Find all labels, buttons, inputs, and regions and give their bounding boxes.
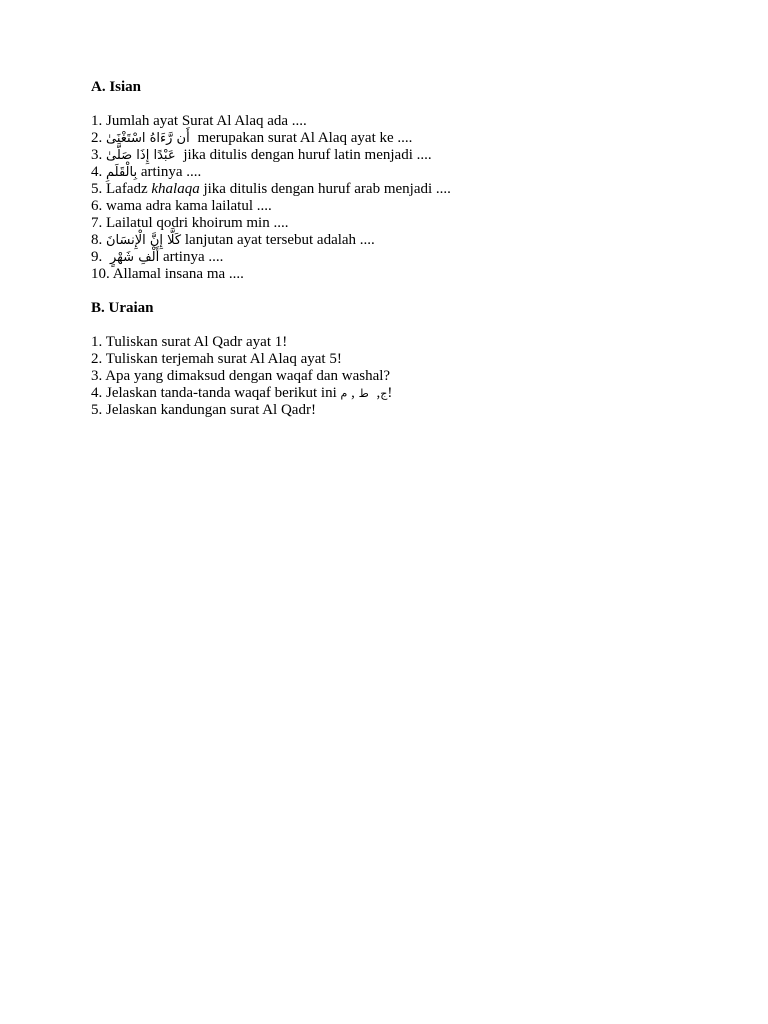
question-text: Allamal insana ma .... bbox=[112, 266, 244, 282]
question-text: lanjutan ayat tersebut adalah .... bbox=[184, 232, 375, 248]
question-item bbox=[91, 368, 392, 385]
question-item bbox=[91, 113, 451, 130]
arabic-text: أَلْفِ شَهْرٍ bbox=[110, 250, 160, 265]
arabic-text: أَن رَّءَاهُ اسْتَغْنَىٰ bbox=[106, 131, 190, 146]
section-title: A. Isian bbox=[91, 79, 142, 95]
arabic-text: كَلَّا إِنَّ الْإِنسَانَ bbox=[106, 233, 182, 248]
question-text: Tuliskan terjemah surat Al Alaq ayat 5! bbox=[105, 351, 342, 367]
question-text: jika ditulis dengan huruf arab menjadi .... bbox=[203, 181, 451, 197]
waqaf-mark-jim: ج bbox=[380, 387, 388, 400]
question-end: ! bbox=[387, 385, 393, 401]
question-text: Jumlah ayat Surat Al Alaq ada .... bbox=[106, 113, 307, 129]
question-item bbox=[91, 351, 392, 368]
section-isian bbox=[91, 79, 451, 283]
question-number: 10. bbox=[91, 266, 110, 282]
section-title: B. Uraian bbox=[91, 300, 154, 316]
question-number: 5. bbox=[91, 402, 103, 418]
question-number: 4. bbox=[91, 164, 103, 180]
question-text: merupakan surat Al Alaq ayat ke .... bbox=[197, 130, 413, 146]
question-text: Apa yang dimaksud dengan waqaf dan washal? bbox=[105, 368, 391, 384]
question-number: 2. bbox=[91, 130, 103, 146]
question-number: 8. bbox=[91, 232, 103, 248]
separator: , bbox=[351, 385, 355, 401]
question-item bbox=[91, 198, 451, 215]
question-text: Tuliskan surat Al Qadr ayat 1! bbox=[105, 334, 288, 350]
question-item bbox=[91, 334, 392, 351]
question-number: 3. bbox=[91, 147, 103, 163]
question-item bbox=[91, 147, 451, 164]
question-item bbox=[91, 130, 451, 147]
question-number: 1. bbox=[91, 334, 103, 350]
question-text: Jelaskan tanda-tanda waqaf berikut ini bbox=[106, 385, 337, 401]
question-text-lead: Lafadz bbox=[106, 181, 148, 197]
question-text: jika ditulis dengan huruf latin menjadi .... bbox=[183, 147, 432, 163]
question-text: Jelaskan kandungan surat Al Qadr! bbox=[106, 402, 316, 418]
question-item bbox=[91, 164, 451, 181]
question-number: 1. bbox=[91, 113, 103, 129]
question-number: 5. bbox=[91, 181, 103, 197]
question-text: Lailatul qodri khoirum min .... bbox=[106, 215, 289, 231]
question-item bbox=[91, 181, 451, 198]
question-list bbox=[91, 334, 392, 419]
question-number: 4. bbox=[91, 385, 103, 401]
question-item bbox=[91, 215, 451, 232]
question-number: 2. bbox=[91, 351, 103, 367]
question-number: 6. bbox=[91, 198, 103, 214]
question-number: 3. bbox=[91, 368, 103, 384]
waqaf-mark-tha: ط bbox=[358, 387, 369, 400]
question-item bbox=[91, 232, 451, 249]
question-number: 7. bbox=[91, 215, 103, 231]
question-item bbox=[91, 249, 451, 266]
question-number: 9. bbox=[91, 249, 103, 265]
arabic-text: بِالْقَلَمِ bbox=[106, 165, 138, 180]
question-item bbox=[91, 402, 392, 419]
question-text: artinya .... bbox=[162, 249, 224, 265]
question-list bbox=[91, 113, 451, 283]
waqaf-mark-mim: م bbox=[340, 387, 348, 400]
question-text: wama adra kama lailatul .... bbox=[106, 198, 272, 214]
section-uraian bbox=[91, 300, 392, 419]
italic-term: khalaqa bbox=[151, 181, 200, 197]
question-text: artinya .... bbox=[140, 164, 202, 180]
question-item bbox=[91, 385, 392, 402]
question-item bbox=[91, 266, 451, 283]
separator: , bbox=[376, 385, 381, 401]
arabic-text: عَبْدًا إِذَا صَلَّىٰ bbox=[106, 148, 176, 163]
